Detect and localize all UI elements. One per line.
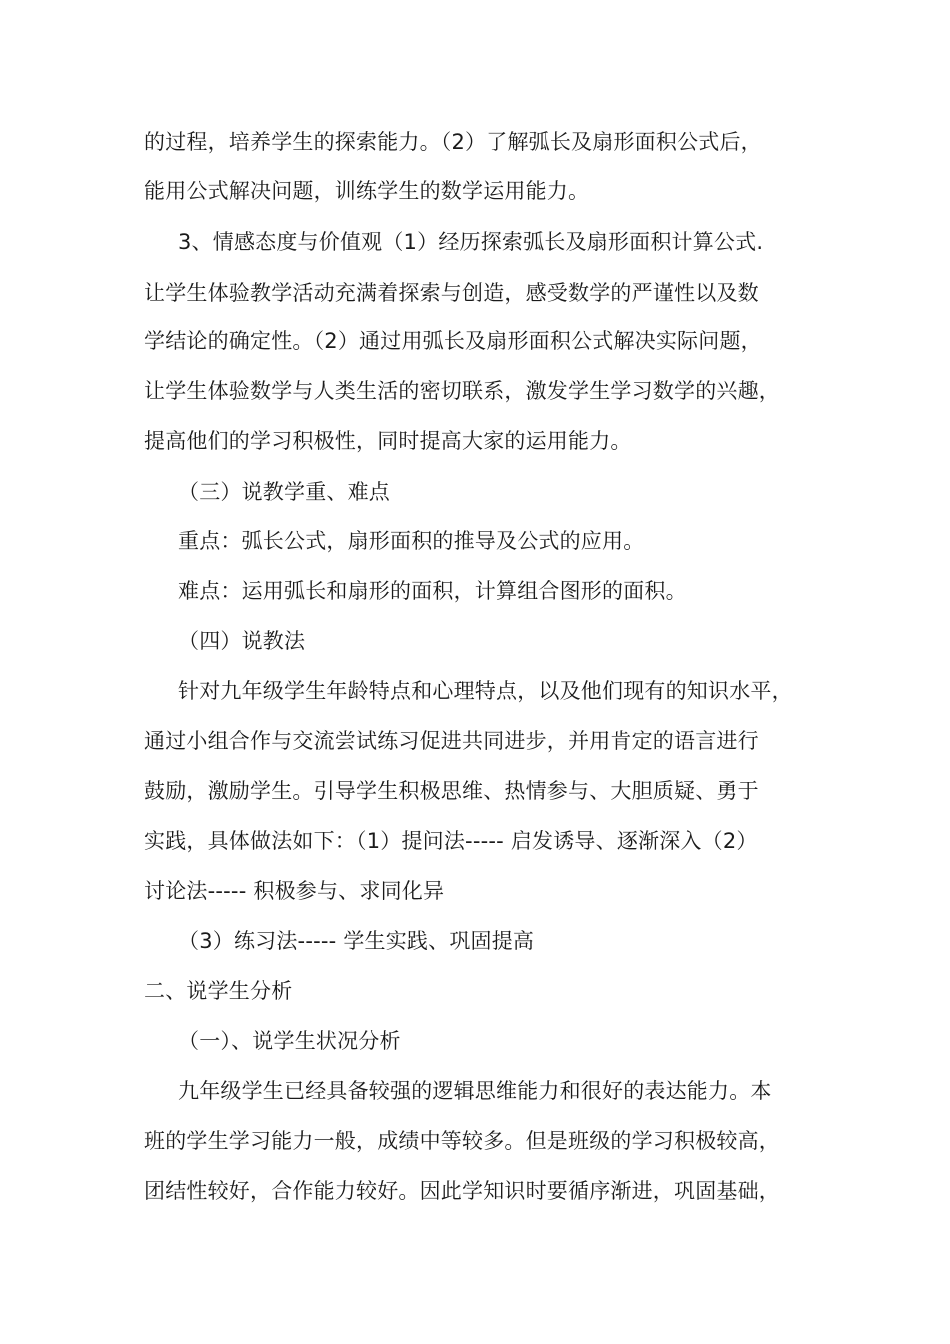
text-line: 能用公式解决问题，训练学生的数学运用能力。 [144,179,590,203]
text-line: 针对九年级学生年龄特点和心理特点，以及他们现有的知识水平， [178,679,793,703]
text-line: 讨论法----- 积极参与、求同化异 [144,879,445,903]
text-line: 3、情感态度与价值观（1）经历探索弧长及扇形面积计算公式. [178,230,764,254]
text-line: 班的学生学习能力一般，成绩中等较多。但是班级的学习积极较高， [144,1129,780,1153]
text-line: 重点：弧长公式，扇形面积的推导及公式的应用。 [178,529,645,553]
text-line: 学结论的确定性。（2）通过用弧长及扇形面积公式解决实际问题， [144,329,762,353]
text-line: 提高他们的学习积极性，同时提高大家的运用能力。 [144,429,632,453]
text-line: 让学生体验教学活动充满着探索与创造，感受数学的严谨性以及数 [144,281,759,305]
text-line: 的过程，培养学生的探索能力。（2）了解弧长及扇形面积公式后， [144,130,762,154]
text-line: 九年级学生已经具备较强的逻辑思维能力和很好的表达能力。本 [178,1079,772,1103]
text-line: 实践，具体做法如下：（1）提问法----- 启发诱导、逐渐深入（2） [144,829,758,853]
text-line: 通过小组合作与交流尝试练习促进共同进步，并用肯定的语言进行 [144,729,759,753]
section-heading: （一）、说学生状况分析 [178,1029,401,1053]
text-line: 难点：运用弧长和扇形的面积，计算组合图形的面积。 [178,579,687,603]
text-line: 团结性较好，合作能力较好。因此学知识时要循序渐进，巩固基础， [144,1179,780,1203]
section-heading: 二、说学生分析 [144,979,293,1003]
section-heading: （四）说教法 [178,629,306,653]
section-heading: （三）说教学重、难点 [178,480,390,504]
text-line: 让学生体验数学与人类生活的密切联系，激发学生学习数学的兴趣， [144,379,780,403]
text-line: （3）练习法----- 学生实践、巩固提高 [178,929,535,953]
text-line: 鼓励，激励学生。引导学生积极思维、热情参与、大胆质疑、勇于 [144,779,759,803]
